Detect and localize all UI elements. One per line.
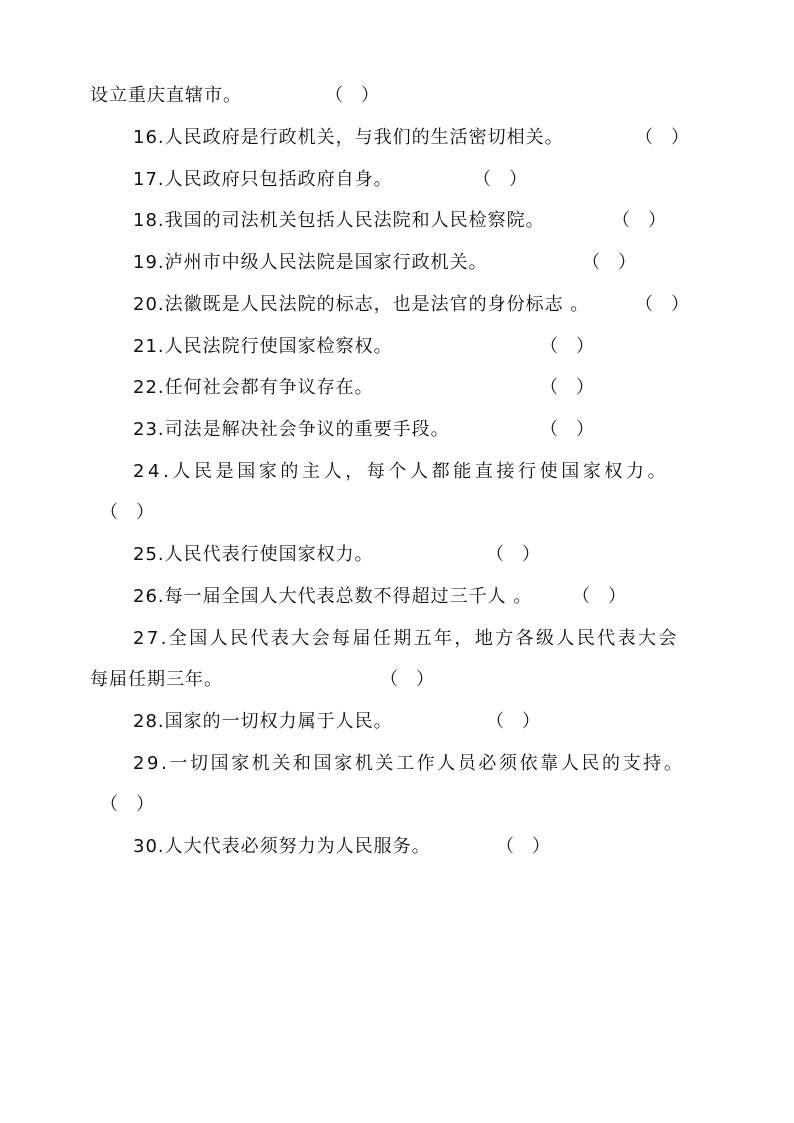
answer-blank: （ ） (582, 252, 636, 273)
answer-blank: （ ） (635, 127, 689, 148)
question-line: 30.人大代表必须努力为人民服务。 (133, 836, 431, 857)
answer-blank: （ ） (540, 419, 594, 440)
question-line: 23.司法是解决社会争议的重要手段。 (133, 419, 450, 440)
question-line: 20.法徽既是人民法院的标志，也是法官的身份标志 。 (133, 294, 590, 315)
answer-blank: （ ） (473, 169, 527, 190)
question-line: 16.人民政府是行政机关，与我们的生活密切相关。 (133, 127, 564, 148)
answer-blank: （ ） (612, 210, 666, 231)
answer-blank: （ ） (635, 294, 689, 315)
question-line: 25.人民代表行使国家权力。 (133, 544, 374, 565)
question-line: 28.国家的一切权力属于人民。 (133, 711, 393, 732)
question-line: 17.人民政府只包括政府自身。 (133, 169, 393, 190)
question-line: 24.人民是国家的主人，每个人都能直接行使国家权力。 (133, 461, 670, 482)
question-line: 21.人民法院行使国家检察权。 (133, 336, 393, 357)
question-line: 19.泸州市中级人民法院是国家行政机关。 (133, 252, 488, 273)
answer-blank: （ ） (325, 85, 379, 106)
question-line: 26.每一届全国人大代表总数不得超过三千人 。 (133, 586, 533, 607)
answer-blank: （ ） (380, 669, 434, 690)
answer-blank: （ ） (540, 336, 594, 357)
answer-blank: （ ） (540, 377, 594, 398)
answer-blank: （ ） (486, 711, 540, 732)
question-line: 22.任何社会都有争议存在。 (133, 377, 374, 398)
answer-blank: （ ） (100, 794, 154, 815)
question-line: 18.我国的司法机关包括人民法院和人民检察院。 (133, 210, 545, 231)
question-line: 设立重庆直辖市。 (90, 85, 242, 106)
answer-blank: （ ） (100, 502, 154, 523)
question-line: 27.全国人民代表大会每届任期五年，地方各级人民代表大会 (133, 628, 679, 649)
question-line: 29.一切国家机关和国家机关工作人员必须依靠人民的支持。 (133, 753, 685, 774)
answer-blank: （ ） (496, 836, 550, 857)
answer-blank: （ ） (486, 544, 540, 565)
question-line-continued: 每届任期三年。 (90, 669, 223, 690)
answer-blank: （ ） (572, 586, 626, 607)
